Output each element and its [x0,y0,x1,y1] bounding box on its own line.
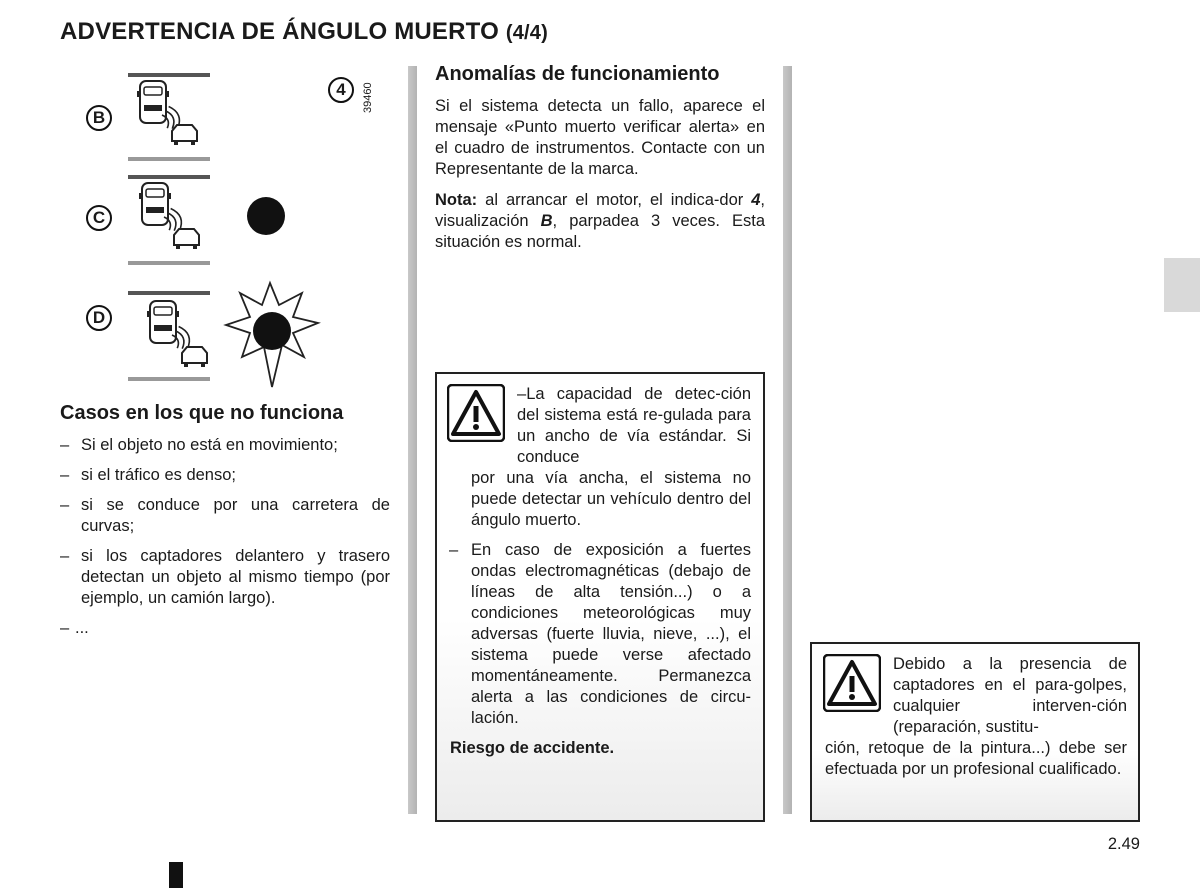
column-divider-left [408,66,417,814]
page-title [60,18,548,46]
warning-triangle-icon [447,384,505,442]
risk-label: Riesgo de accidente. [450,739,615,757]
label-c: C [86,205,112,231]
section-side-tab [1164,258,1200,312]
crop-mark [169,862,183,888]
warning-bumper-lead: Debido a la presencia de captadores en el para-golpes, cualquier interven-ción (reparación, sustitu- [893,655,1127,736]
label-d: D [86,305,112,331]
warning-box-bumper [810,642,1140,822]
callout-4: 4 [328,77,354,103]
warning-item-1-continued: por una vía ancha, el sistema no puede detectar un vehículo dentro del ángulo muerto. [471,469,751,529]
not-working-list [60,435,390,639]
warning-box-detection [435,372,765,822]
blind-spot-figure [80,65,400,390]
section-anomalias [435,63,765,253]
warning-item-1: –La capacidad de detec-ción del sistema está re-gulada para un ancho de vía estándar. Si conduce [517,385,751,466]
warning-bumper-rest: ción, retoque de la pintura...) debe ser efectuada por un profesional cualificado. [825,739,1127,778]
figure-illustration [80,65,400,390]
list-item: – Si el objeto no está en movimiento; [60,436,338,454]
title-suffix: (4/4) [505,22,548,44]
label-b: B [86,105,112,131]
figure-ref-number: 39460 [362,82,374,113]
section-title-no-funciona: Casos en los que no funciona [60,402,344,424]
nota-paragraph: Nota: al arrancar el motor, el indica-dor 4, visualización B, parpadea 3 veces. Esta situación es normal. [435,191,766,251]
page-number: 2.49 [1107,835,1140,853]
section-no-funciona [60,402,390,648]
warning-item-2: – En caso de exposición a fuertes ondas electromagnéticas (debajo de líneas de alta tensión...) o a condiciones meteorológicas muy adversas (fuerte lluvia, nieve, ...), el sistema puede verse afectado momentáneamente. Permanezca alerta a las condiciones de circu-lación. [449,541,751,727]
list-item: – si los captadores delantero y trasero detectan un objeto al mismo tiempo (por ejemplo, un camión largo). [60,547,390,607]
warning-triangle-icon [823,654,881,712]
section-title-anomalias: Anomalías de funcionamiento [435,63,720,85]
title-main: ADVERTENCIA DE ÁNGULO MUERTO [60,18,499,45]
column-divider-right [783,66,792,814]
list-item: – si se conduce por una carretera de curvas; [60,496,390,535]
anomalias-paragraph: Si el sistema detecta un fallo, aparece el mensaje «Punto muerto verificar alerta» en el cuadro de instrumentos. Contacte con un Representante de la marca. [435,97,765,178]
list-item: – si el tráfico es denso; [60,466,236,484]
list-item: – ... [60,619,89,637]
